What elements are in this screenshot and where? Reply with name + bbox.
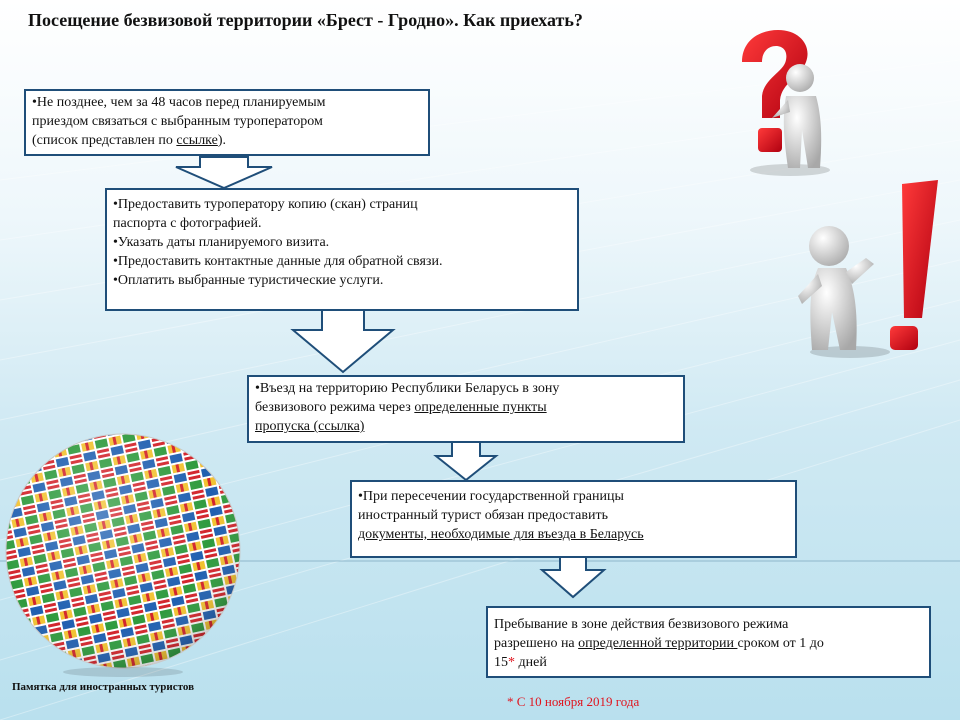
step2-item3: •Предоставить контактные данные для обратной связи. bbox=[113, 254, 443, 269]
step5-line-c-post: дней bbox=[515, 655, 547, 670]
step5-line-a: Пребывание в зоне действия безвизового режима bbox=[494, 617, 789, 632]
footnote: * С 10 ноября 2019 года bbox=[507, 694, 640, 709]
flag-globe-icon bbox=[0, 430, 250, 680]
step3-line-a: •Въезд на территорию Республики Беларусь в зону bbox=[255, 381, 560, 396]
step2-item1-a: •Предоставить туроператору копию (скан) страниц bbox=[113, 197, 418, 212]
step1-line-b: приездом связаться с выбранным туроператором bbox=[32, 114, 323, 129]
step5-footnote-star: * bbox=[508, 655, 515, 670]
exclamation-figure-icon bbox=[798, 180, 938, 358]
checkpoints-link-cont[interactable]: пропуска (ссылка) bbox=[255, 419, 365, 434]
step1-line-c-post: ). bbox=[217, 133, 227, 148]
footer-caption: Памятка для иностранных туристов bbox=[12, 681, 195, 693]
step1-line-c-pre: (список представлен по bbox=[32, 133, 177, 148]
step1-line-a: •Не позднее, чем за 48 часов перед планируемым bbox=[32, 95, 326, 110]
step2-item1-b: паспорта с фотографией. bbox=[113, 216, 262, 231]
question-figure-icon bbox=[742, 30, 830, 176]
step5-days-number: 15 bbox=[494, 655, 508, 670]
checkpoints-link[interactable]: определенные пункты bbox=[414, 400, 547, 415]
step5-line-b-pre: разрешено на bbox=[494, 636, 579, 651]
step2-item4: •Оплатить выбранные туристические услуги. bbox=[113, 273, 384, 288]
territory-link[interactable]: определенной территории bbox=[578, 636, 738, 651]
step2-item2: •Указать даты планируемого визита. bbox=[113, 235, 330, 250]
step4-line-a: •При пересечении государственной границы bbox=[358, 489, 624, 504]
step3-line-b-pre: безвизового режима через bbox=[255, 400, 415, 415]
documents-link[interactable]: документы, необходимые для въезда в Беларусь bbox=[358, 527, 644, 542]
slide-title: Посещение безвизовой территории «Брест - Гродно». Как приехать? bbox=[28, 10, 583, 30]
step4-line-b: иностранный турист обязан предоставить bbox=[358, 508, 608, 523]
tour-operators-link[interactable]: ссылке bbox=[176, 133, 218, 148]
step5-line-b-post: сроком от 1 до bbox=[737, 636, 824, 651]
